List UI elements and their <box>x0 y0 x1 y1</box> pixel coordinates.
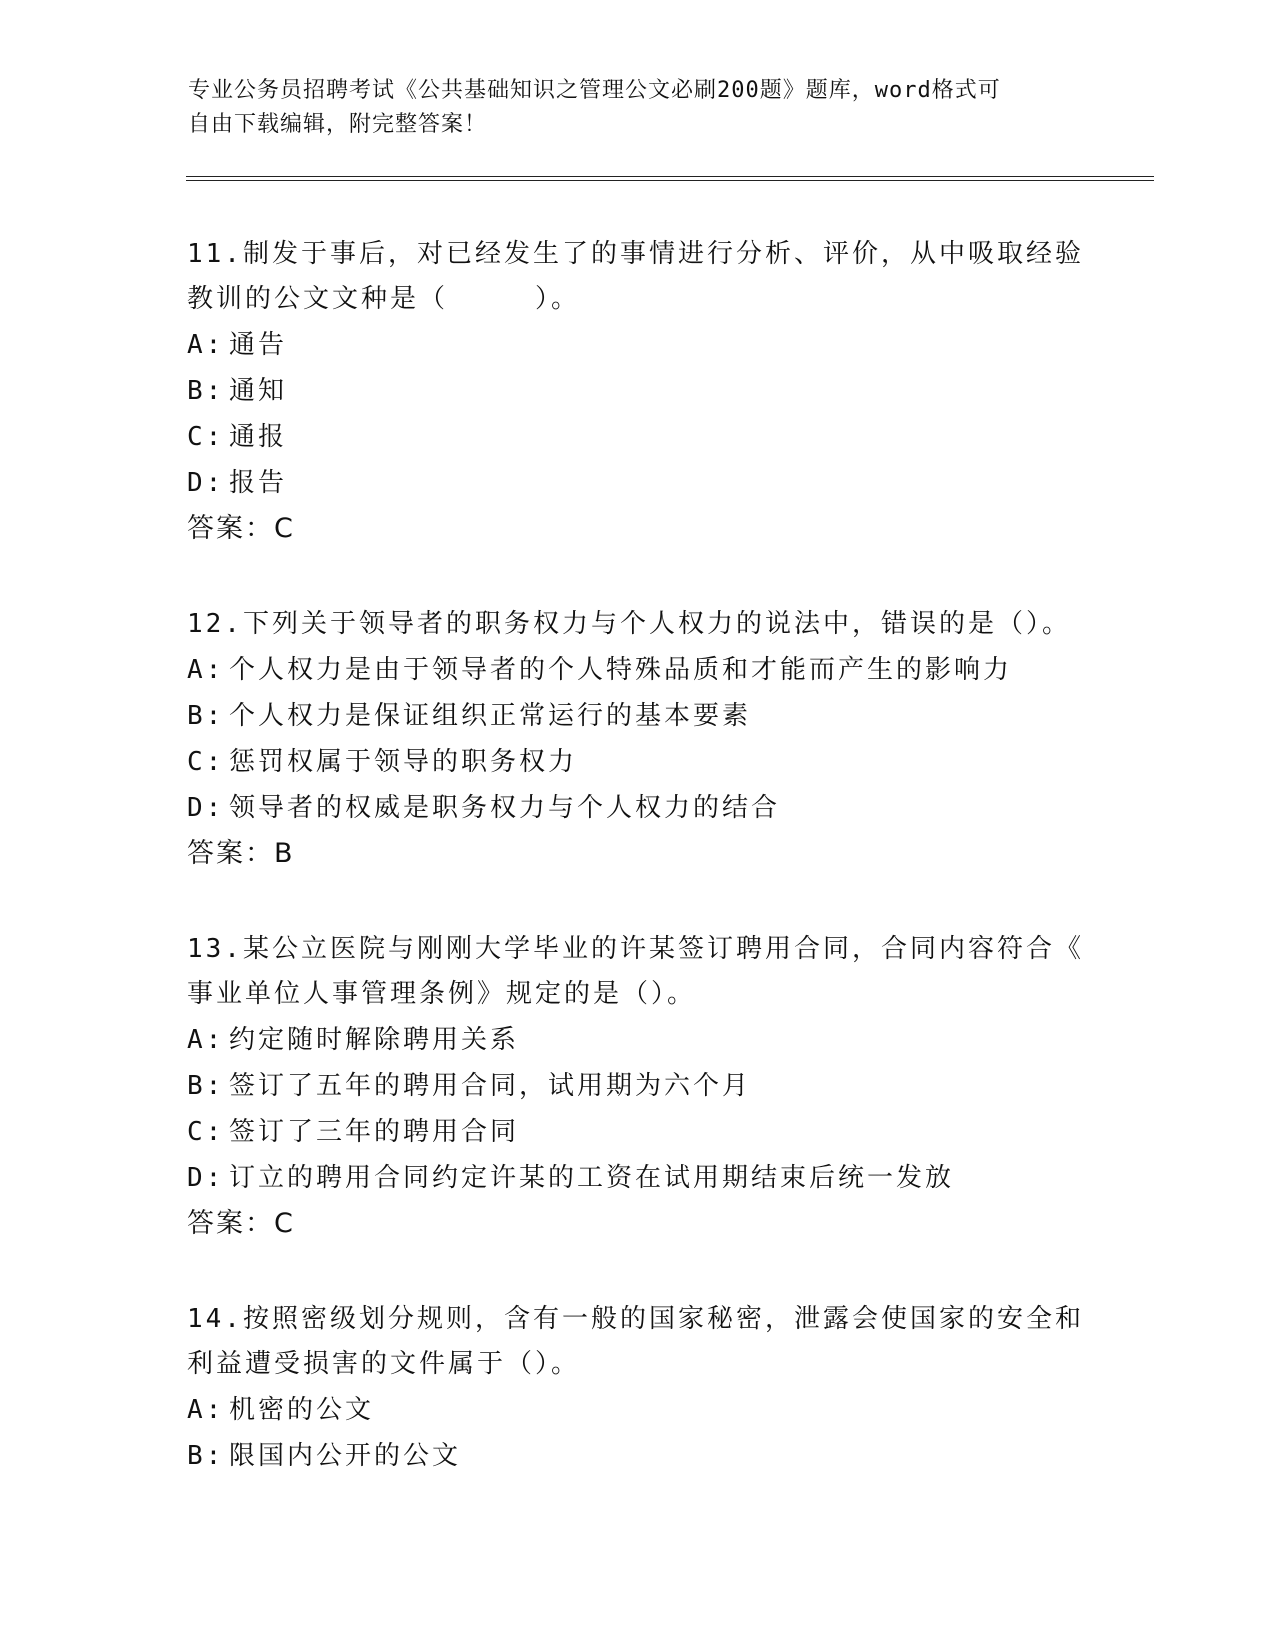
answer-line: 答案：C <box>187 1208 295 1239</box>
option-letter: A: <box>187 330 225 360</box>
question-stem-line: 12.下列关于领导者的职务权力与个人权力的说法中，错误的是（）。 <box>187 609 1071 639</box>
option-text: 惩罚权属于领导的职务权力 <box>229 747 578 777</box>
option-text: 报告 <box>229 468 288 498</box>
header-line-1: 专业公务员招聘考试《公共基础知识之管理公文必刷200题》题库，word格式可 <box>188 78 1001 103</box>
option-d <box>187 1155 1087 1201</box>
option-d <box>187 785 1087 831</box>
option-c <box>187 739 1087 785</box>
question-stem <box>187 602 1087 647</box>
option-b <box>187 368 1087 414</box>
question-stem-line: 14.按照密级划分规则，含有一般的国家秘密，泄露会使国家的安全和 <box>187 1304 1084 1334</box>
option-d <box>187 460 1087 506</box>
option-letter: D: <box>187 468 225 498</box>
option-text: 订立的聘用合同约定许某的工资在试用期结束后统一发放 <box>229 1163 955 1193</box>
question-13 <box>187 927 1087 1247</box>
option-letter: D: <box>187 1163 225 1193</box>
question-stem-line: 事业单位人事管理条例》规定的是（）。 <box>187 979 697 1009</box>
document-header <box>188 74 1068 142</box>
option-letter: B: <box>187 701 225 731</box>
question-stem <box>187 1297 1087 1387</box>
option-letter: B: <box>187 376 225 406</box>
option-letter: D: <box>187 793 225 823</box>
question-12 <box>187 602 1087 877</box>
option-c <box>187 1109 1087 1155</box>
question-stem <box>187 927 1087 1017</box>
option-text: 通知 <box>229 376 288 406</box>
option-letter: A: <box>187 1025 225 1055</box>
option-text: 个人权力是保证组织正常运行的基本要素 <box>229 701 752 731</box>
option-text: 通报 <box>229 422 288 452</box>
option-text: 签订了五年的聘用合同，试用期为六个月 <box>229 1071 752 1101</box>
option-a <box>187 1017 1087 1063</box>
question-stem-line: 11.制发于事后，对已经发生了的事情进行分析、评价，从中吸取经验 <box>187 239 1084 269</box>
question-stem-line: 13.某公立医院与刚刚大学毕业的许某签订聘用合同，合同内容符合《 <box>187 934 1084 964</box>
option-text: 个人权力是由于领导者的个人特殊品质和才能而产生的影响力 <box>229 655 1013 685</box>
question-stem-line: 教训的公文文种是（ ）。 <box>187 284 581 314</box>
option-letter: B: <box>187 1441 225 1471</box>
question-list <box>187 232 1087 1529</box>
question-11 <box>187 232 1087 552</box>
answer-line: 答案：B <box>187 838 295 869</box>
option-letter: C: <box>187 1117 225 1147</box>
question-stem-line: 利益遭受损害的文件属于（）。 <box>187 1349 581 1379</box>
option-b <box>187 693 1087 739</box>
answer-line: 答案：C <box>187 513 295 544</box>
option-text: 约定随时解除聘用关系 <box>229 1025 520 1055</box>
option-letter: C: <box>187 747 225 777</box>
option-text: 通告 <box>229 330 288 360</box>
option-text: 机密的公文 <box>229 1395 375 1425</box>
header-line-2: 自由下载编辑，附完整答案！ <box>188 112 488 137</box>
header-divider <box>186 176 1154 181</box>
option-letter: C: <box>187 422 225 452</box>
question-14 <box>187 1297 1087 1479</box>
option-letter: B: <box>187 1071 225 1101</box>
option-text: 签订了三年的聘用合同 <box>229 1117 520 1147</box>
option-text: 限国内公开的公文 <box>229 1441 462 1471</box>
option-b <box>187 1063 1087 1109</box>
option-a <box>187 322 1087 368</box>
option-a <box>187 1387 1087 1433</box>
option-c <box>187 414 1087 460</box>
option-b <box>187 1433 1087 1479</box>
option-a <box>187 647 1087 693</box>
question-stem <box>187 232 1087 322</box>
option-letter: A: <box>187 1395 225 1425</box>
option-letter: A: <box>187 655 225 685</box>
option-text: 领导者的权威是职务权力与个人权力的结合 <box>229 793 781 823</box>
